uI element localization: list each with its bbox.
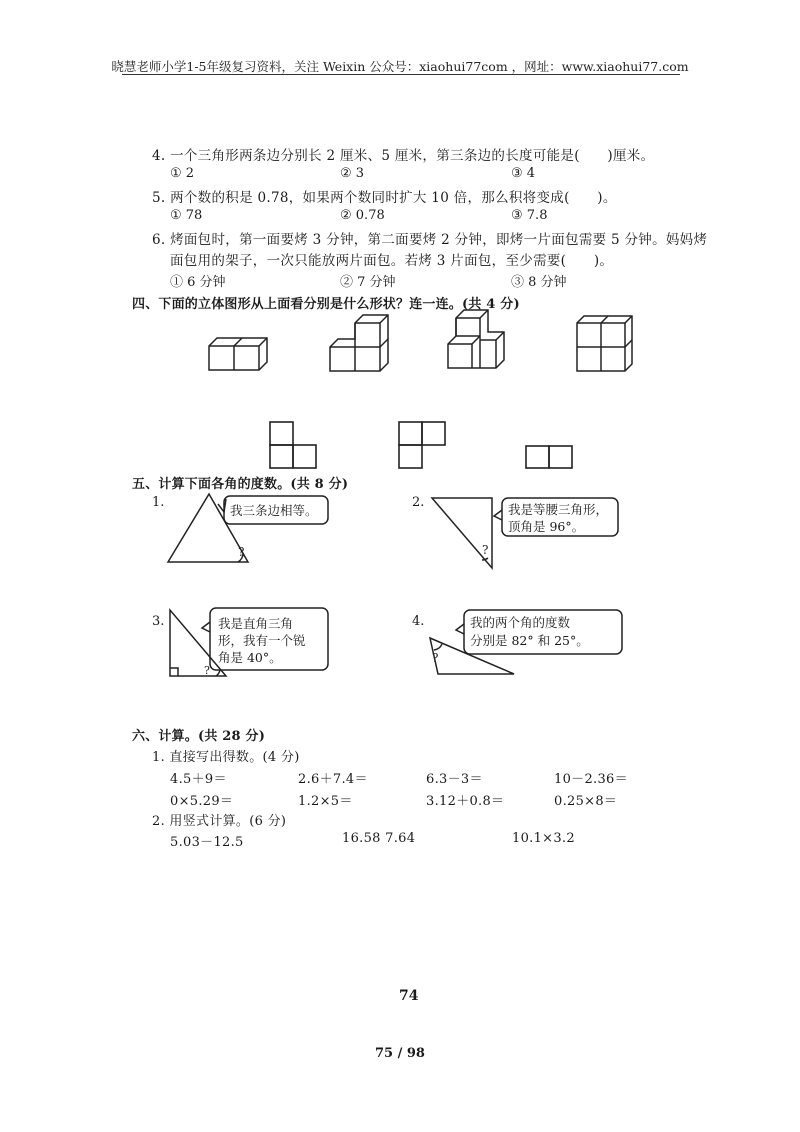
mental-calc-8: 0.25×8＝ [554,794,618,809]
vertical-calc-3: 10.1×3.2 [512,831,575,846]
question-6-line-1: 6. 烤面包时，第一面要烤 3 分钟，第二面要烤 2 分钟，即烤一片面包需要 5 分钟。妈妈烤 [152,232,708,248]
angle-item-2-number: 2. [412,495,425,510]
bubble-4-line-2: 分别是 82° 和 25°。 [470,633,589,648]
cube-figure-1 [205,334,275,374]
q4-option-3: ③ 4 [511,166,536,181]
section-6-title: 六、计算。(共 28 分) [132,729,266,744]
question-6-line-2: 面包用的架子，一次只能放两片面包。若烤 3 片面包，至少需要( )。 [170,253,614,269]
q6-option-1: ① 6 分钟 [170,275,226,290]
angle-item-3-number: 3. [152,614,165,629]
mental-calc-6: 1.2×5＝ [298,794,353,809]
q5-option-2: ② 0.78 [340,208,385,223]
bubble-2-line-2: 顶角是 96°。 [508,519,585,534]
q6-option-3: ③ 8 分钟 [511,275,567,290]
mental-calc-7: 3.12＋0.8＝ [426,794,505,809]
part-2-title: 2. 用竖式计算。(6 分) [152,814,287,829]
top-view-shape-2 [397,420,447,470]
page-header: 晓慧老师小学1-5年级复习资料，关注 Weixin 公众号：xiaohui77com ，网址：www.xiaohui77.com [111,59,689,74]
q6-option-2: ② 7 分钟 [340,275,396,290]
bubble-3-line-2: 形，我有一个锐 [218,633,306,648]
question-4: 4. 一个三角形两条边分别长 2 厘米、5 厘米，第三条边的长度可能是( )厘米。 [152,148,655,164]
q4-option-2: ② 3 [340,166,365,181]
cube-figure-3 [446,310,512,376]
angle-item-1-number: 1. [152,495,165,510]
section-4-title: 四、下面的立体图形从上面看分别是什么形状？连一连。(共 4 分) [132,297,520,312]
pdf-page-indicator: 75 / 98 [375,1046,425,1061]
question-5: 5. 两个数的积是 0.78，如果两个数同时扩大 10 倍，那么积将变成( )。 [152,190,617,206]
mental-calc-2: 2.6＋7.4＝ [298,772,368,787]
cube-figure-4 [574,314,636,374]
bubble-1-line-1: 我三条边相等。 [230,503,318,518]
top-view-shape-3 [524,444,574,470]
angle-mark-2: ? [482,543,489,557]
bubble-3-line-1: 我是直角三角 [218,616,294,631]
angle-mark-3: ? [204,664,210,677]
book-page-number: 74 [399,988,419,1004]
header-divider [122,74,680,75]
mental-calc-1: 4.5＋9＝ [170,772,227,787]
q5-option-1: ① 78 [170,208,203,223]
angle-mark-1: ? [238,545,245,559]
section-5-title: 五、计算下面各角的度数。(共 8 分) [132,477,349,492]
vertical-calc-2: 16.58 7.64 [342,831,416,846]
mental-calc-5: 0×5.29＝ [170,794,234,809]
vertical-calc-1: 5.03－12.5 [170,835,244,850]
mental-calc-4: 10－2.36＝ [554,772,628,787]
q5-option-3: ③ 7.8 [511,208,548,223]
bubble-3-line-3: 角是 40°。 [218,650,282,665]
bubble-2-line-1: 我是等腰三角形， [508,502,609,517]
angle-item-4-number: 4. [412,614,425,629]
top-view-shape-1 [268,420,318,470]
angle-mark-4: ? [432,651,439,665]
bubble-4-line-1: 我的两个角的度数 [470,615,571,630]
mental-calc-3: 6.3－3＝ [426,772,483,787]
cube-figure-2 [326,313,396,375]
q4-option-1: ① 2 [170,166,195,181]
part-1-title: 1. 直接写出得数。(4 分) [152,750,300,765]
